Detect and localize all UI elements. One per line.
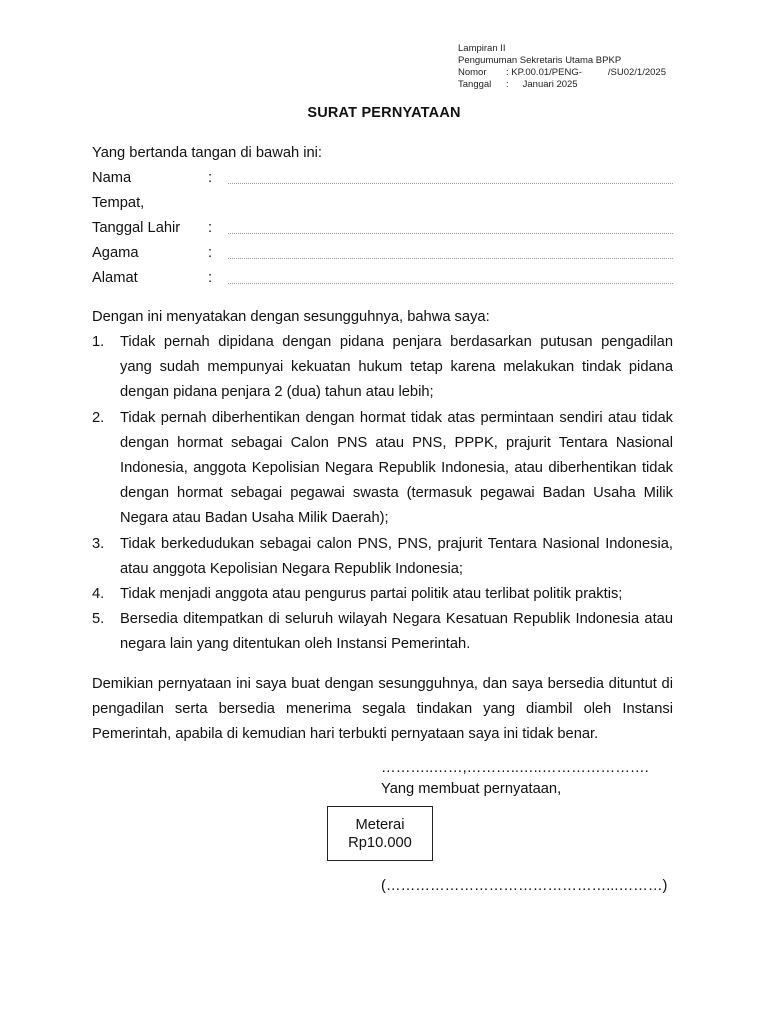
place-date-line[interactable]: ………..……,………..…..………………….: [381, 760, 649, 776]
attachment-number-row: [458, 67, 666, 79]
field-label: Agama: [92, 245, 139, 261]
statement-text: Tidak pernah dipidana dengan pidana penjara berdasarkan putusan pengadilan yang sudah mempunyai kekuatan hukum tetap karena melakukan tindak pidana dengan pidana penjara 2 (dua) tahun atau lebih;: [120, 334, 673, 401]
field-colon: :: [208, 220, 213, 236]
statement-number: 2.: [92, 409, 105, 426]
field-tanggal-lahir: [92, 216, 673, 241]
statement-item: [92, 582, 673, 607]
fill-in-line[interactable]: [228, 182, 673, 184]
attachment-header: [458, 43, 666, 91]
signature-name-line[interactable]: (………………………………………...………): [381, 878, 668, 894]
statement-item: [92, 607, 673, 657]
nomor-value-suffix: /SU02/1/2025: [607, 67, 666, 78]
stamp-label: Meterai: [355, 816, 405, 833]
attachment-date-row: [458, 79, 666, 91]
closing-paragraph: Demikian pernyataan ini saya buat dengan sesungguhnya, dan saya bersedia dituntut di pengadilan serta bersedia menerima segala tindakan yang diambil oleh Instansi Pemerintah, apabila di kemudian hari terbukti pernyataan saya ini tidak benar.: [92, 675, 673, 743]
statement-number: 3.: [92, 535, 105, 552]
fill-in-line[interactable]: [228, 232, 673, 234]
intro-text: Yang bertanda tangan di bawah ini:: [92, 145, 323, 161]
declarant-label: Yang membuat pernyataan,: [381, 781, 562, 797]
nomor-value-prefix: : KP.00.01/PENG-: [506, 67, 582, 78]
attachment-line: Lampiran II: [458, 43, 506, 54]
field-alamat: [92, 266, 673, 291]
statement-number: 4.: [92, 586, 105, 603]
statement-number: 1.: [92, 334, 105, 350]
statement-item: [92, 532, 673, 582]
statement-text: Tidak menjadi anggota atau pengurus partai politik atau terlibat politik praktis;: [120, 586, 623, 603]
field-label: Nama: [92, 170, 132, 186]
statement-item: [92, 330, 673, 406]
field-agama: [92, 241, 673, 266]
fill-in-line[interactable]: [228, 257, 673, 259]
statement-text: Tidak berkedudukan sebagai calon PNS, PNS, prajurit Tentara Nasional Indonesia, atau anggota Kepolisian Negara Republik Indonesia;: [120, 535, 673, 577]
statement-text: Bersedia ditempatkan di seluruh wilayah Negara Kesatuan Republik Indonesia atau negara lain yang ditentukan oleh Instansi Pemerintah.: [120, 611, 673, 653]
field-colon: :: [208, 170, 213, 186]
field-tempat: [92, 191, 673, 216]
field-label: Alamat: [92, 270, 138, 286]
stamp-duty-box: [327, 806, 433, 861]
statement-number: 5.: [92, 611, 105, 628]
nomor-label: Nomor: [458, 67, 487, 78]
attachment-line: Pengumuman Sekretaris Utama BPKP: [458, 55, 622, 66]
statement-text: Tidak pernah diberhentikan dengan hormat tidak atas permintaan sendiri atau tidak dengan hormat sebagai Calon PNS atau PNS, PPPK, prajurit Tentara Nasional Indonesia, anggota Kepolisian Negara Republik Indonesia, atau diberhentikan tidak dengan hormat sebagai pegawai swasta (termasuk pegawai Badan Usaha Milik Negara atau Badan Usaha Milik Daerah);: [120, 409, 673, 527]
document-title: SURAT PERNYATAAN: [307, 105, 461, 121]
signature-block: [381, 758, 649, 800]
fill-in-line[interactable]: [228, 282, 673, 284]
field-colon: :: [208, 245, 213, 261]
statement-intro: Dengan ini menyatakan dengan sesungguhnya, bahwa saya:: [92, 309, 490, 325]
stamp-amount: Rp10.000: [348, 834, 412, 851]
field-label: Tanggal Lahir: [92, 220, 181, 236]
tanggal-value: Januari 2025: [522, 79, 578, 90]
tanggal-label: Tanggal: [458, 79, 492, 90]
tanggal-colon: :: [506, 79, 509, 90]
statement-list: [92, 330, 673, 658]
field-label: Tempat,: [92, 195, 145, 211]
field-nama: [92, 166, 673, 191]
field-colon: :: [208, 270, 213, 286]
document-body: [92, 141, 673, 747]
statement-item: [92, 406, 673, 532]
